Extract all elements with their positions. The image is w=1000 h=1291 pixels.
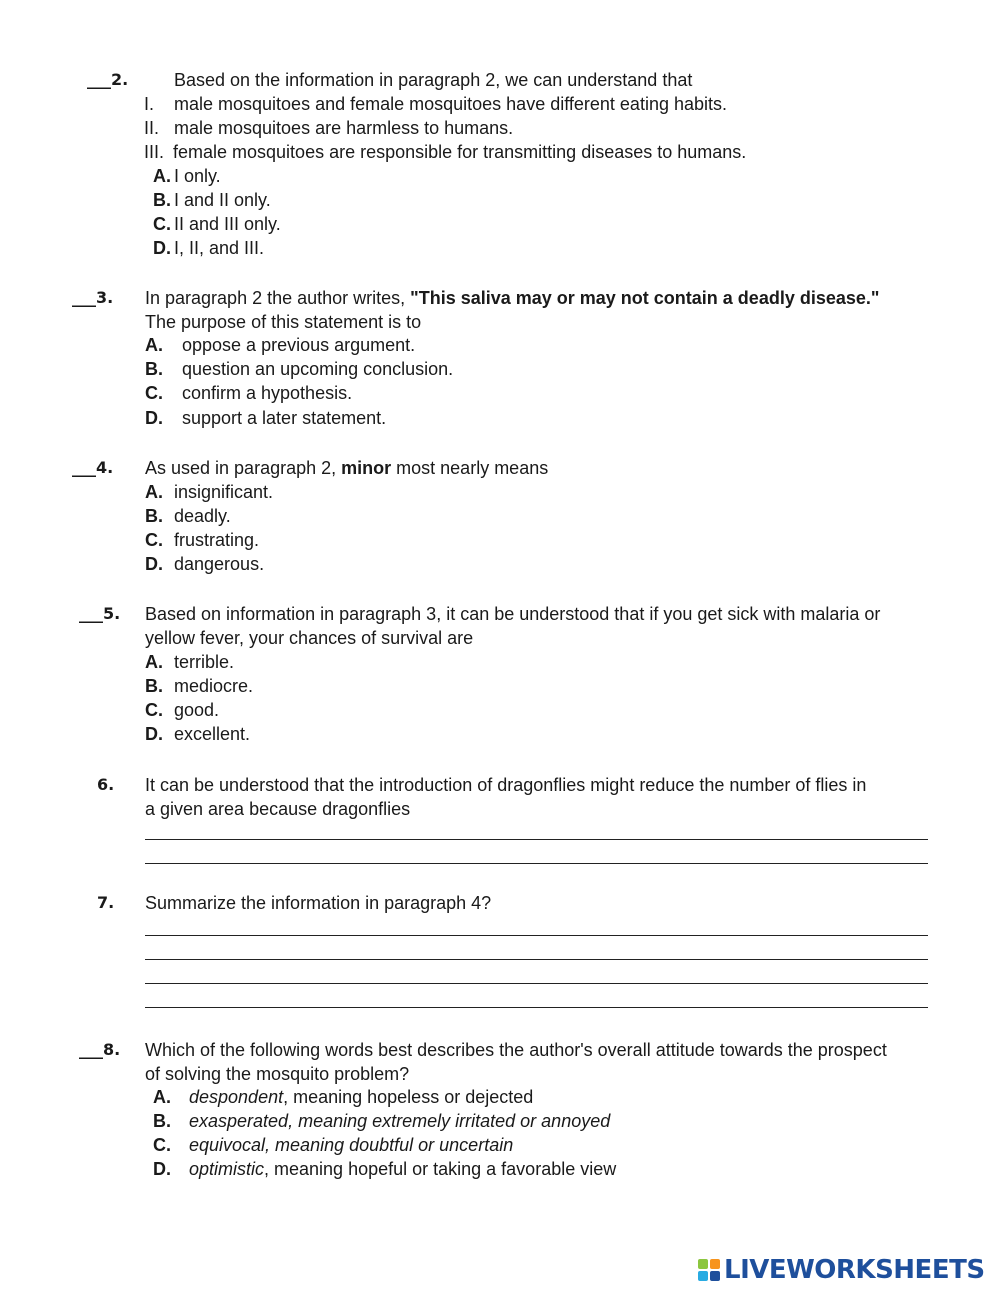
liveworksheets-logo-icon — [698, 1259, 720, 1281]
q2-statement-3-text: female mosquitoes are responsible for transmitting diseases to humans. — [173, 142, 747, 162]
q8-option-a-label[interactable]: A. — [153, 1087, 171, 1107]
q4-option-d-label[interactable]: D. — [145, 554, 163, 574]
q2-option-a-text[interactable]: I only. — [174, 166, 221, 186]
logo-square-green — [698, 1259, 708, 1269]
q6-answer-line-1[interactable] — [145, 839, 928, 840]
q2-option-b-text[interactable]: I and II only. — [174, 190, 271, 210]
q5-option-b-text[interactable]: mediocre. — [174, 676, 254, 696]
q8-option-a-rest: , meaning hopeless or dejected — [283, 1087, 534, 1107]
q2-option-a-label[interactable]: A. — [153, 166, 171, 186]
q8-option-d-rest: , meaning hopeful or taking a favorable view — [264, 1159, 617, 1179]
q3-option-d-text[interactable]: support a later statement. — [182, 408, 387, 428]
q5-option-d-label[interactable]: D. — [145, 724, 163, 744]
q4-option-c-text[interactable]: frustrating. — [174, 530, 260, 550]
q8-option-c-word: equivocal, meaning doubtful or uncertain — [189, 1135, 514, 1155]
q8-option-c-label[interactable]: C. — [153, 1135, 171, 1155]
q3-option-b-text[interactable]: question an upcoming conclusion. — [182, 359, 454, 379]
q8-option-b-text[interactable] — [189, 1109, 610, 1133]
q8-option-c-text[interactable] — [189, 1133, 513, 1157]
liveworksheets-logo-text: LIVEWORKSHEETS — [724, 1255, 985, 1285]
q2-option-b-label[interactable]: B. — [153, 190, 171, 210]
logo-square-orange — [710, 1259, 720, 1269]
question-3-quote: "This saliva may or may not contain a deadly disease." — [410, 288, 880, 308]
q4-option-a-text[interactable]: insignificant. — [174, 482, 274, 502]
question-6-stem-line1: It can be understood that the introduction of dragonflies might reduce the number of flies in — [145, 775, 867, 795]
q8-option-b-label[interactable]: B. — [153, 1111, 171, 1131]
q5-option-a-text[interactable]: terrible. — [174, 652, 235, 672]
q4-option-b-text[interactable]: deadly. — [174, 506, 231, 526]
logo-square-blue — [710, 1271, 720, 1281]
question-4-stem-prefix: As used in paragraph 2, — [145, 458, 342, 478]
q2-statement-1-text: male mosquitoes and female mosquitoes have different eating habits. — [174, 94, 727, 114]
q3-option-c-text[interactable]: confirm a hypothesis. — [182, 383, 353, 403]
question-7-stem: Summarize the information in paragraph 4? — [145, 893, 492, 913]
question-6-stem-line2: a given area because dragonflies — [145, 799, 411, 819]
q3-option-b-label[interactable]: B. — [145, 359, 163, 379]
q2-statement-3-label: III. — [144, 142, 165, 162]
question-5-stem-line2: yellow fever, your chances of survival are — [145, 628, 474, 648]
q8-option-a-word: despondent — [189, 1087, 284, 1107]
q7-answer-line-3[interactable] — [145, 983, 928, 984]
q3-option-c-label[interactable]: C. — [145, 383, 163, 403]
q4-option-d-text[interactable]: dangerous. — [174, 554, 265, 574]
question-8-stem-line1: Which of the following words best describes the author's overall attitude towards the prospect — [145, 1040, 887, 1060]
question-8-number: ___8. — [79, 1040, 121, 1059]
q8-option-b-word: exasperated, meaning extremely irritated or annoyed — [189, 1111, 611, 1131]
question-2-stem: Based on the information in paragraph 2, we can understand that — [174, 70, 693, 90]
q5-option-a-label[interactable]: A. — [145, 652, 163, 672]
question-4-stem-suffix: most nearly means — [391, 458, 549, 478]
q2-statement-1-label: I. — [144, 94, 155, 114]
question-3-stem — [145, 286, 879, 310]
q3-option-d-label[interactable]: D. — [145, 408, 163, 428]
q2-statement-2-label: II. — [144, 118, 160, 138]
q8-option-d-word: optimistic — [189, 1159, 265, 1179]
question-8-stem-line2: of solving the mosquito problem? — [145, 1064, 410, 1084]
q8-option-a-text[interactable] — [189, 1085, 533, 1109]
q2-option-d-text[interactable]: I, II, and III. — [174, 238, 265, 258]
question-3-stem-line2: The purpose of this statement is to — [145, 312, 422, 332]
question-3-stem-prefix: In paragraph 2 the author writes, — [145, 288, 411, 308]
q6-answer-line-2[interactable] — [145, 863, 928, 864]
question-5-number: ___5. — [79, 604, 121, 623]
q5-option-c-label[interactable]: C. — [145, 700, 163, 720]
q2-option-c-text[interactable]: II and III only. — [174, 214, 281, 234]
question-3-number: ___3. — [72, 288, 114, 307]
q8-option-d-text[interactable] — [189, 1157, 616, 1181]
q5-option-d-text[interactable]: excellent. — [174, 724, 251, 744]
q8-option-d-label[interactable]: D. — [153, 1159, 171, 1179]
question-4-stem — [145, 456, 548, 480]
q4-option-b-label[interactable]: B. — [145, 506, 163, 526]
q4-option-a-label[interactable]: A. — [145, 482, 163, 502]
q4-option-c-label[interactable]: C. — [145, 530, 163, 550]
q7-answer-line-4[interactable] — [145, 1007, 928, 1008]
q2-option-d-label[interactable]: D. — [153, 238, 171, 258]
question-4-keyword: minor — [341, 458, 392, 478]
q2-option-c-label[interactable]: C. — [153, 214, 171, 234]
question-5-stem-line1: Based on information in paragraph 3, it can be understood that if you get sick with malaria or — [145, 604, 881, 624]
q3-option-a-label[interactable]: A. — [145, 335, 163, 355]
q2-statement-2-text: male mosquitoes are harmless to humans. — [174, 118, 514, 138]
q7-answer-line-2[interactable] — [145, 959, 928, 960]
question-4-number: ___4. — [72, 458, 114, 477]
q3-option-a-text[interactable]: oppose a previous argument. — [182, 335, 416, 355]
q5-option-c-text[interactable]: good. — [174, 700, 220, 720]
q5-option-b-label[interactable]: B. — [145, 676, 163, 696]
q7-answer-line-1[interactable] — [145, 935, 928, 936]
question-7-number: 7. — [97, 893, 115, 912]
logo-square-teal — [698, 1271, 708, 1281]
liveworksheets-logo[interactable] — [698, 1253, 985, 1287]
question-2-number: ___2. — [87, 70, 129, 89]
question-6-number: 6. — [97, 775, 115, 794]
